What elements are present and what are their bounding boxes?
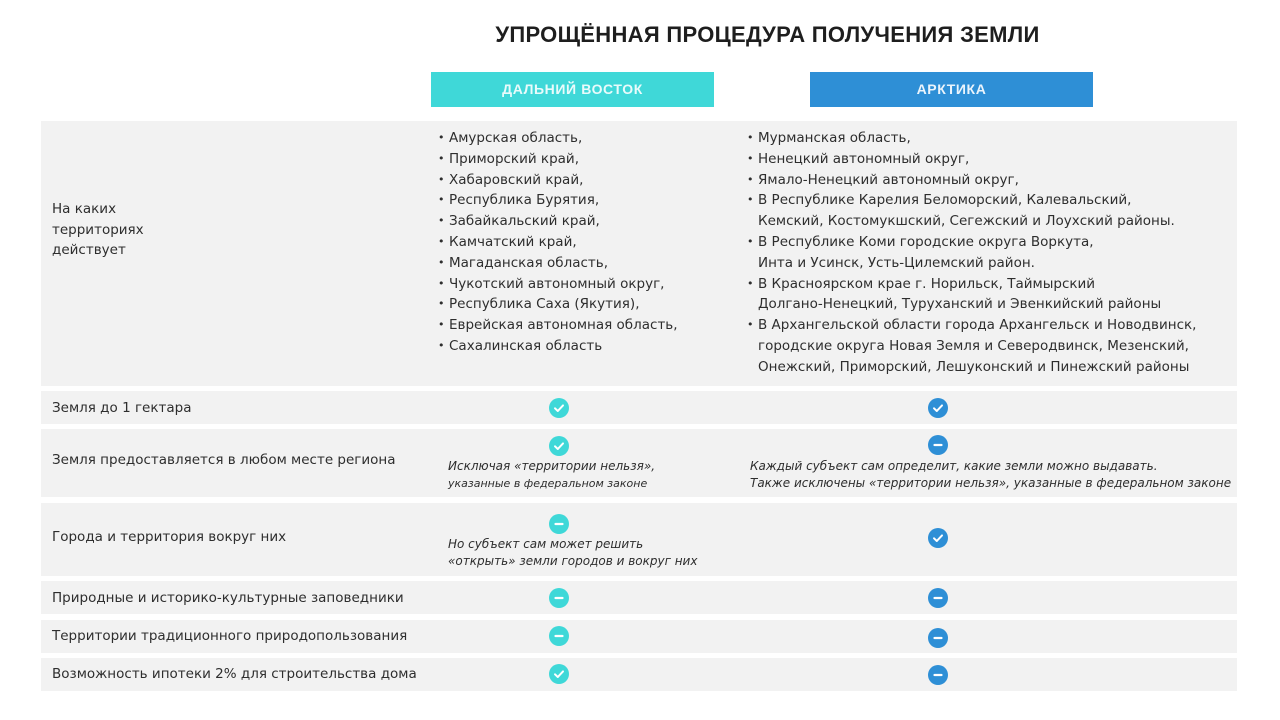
minus-icon bbox=[928, 665, 948, 685]
row-label: Земля до 1 гектара bbox=[52, 400, 192, 416]
row-traditional bbox=[41, 620, 1237, 653]
row-label bbox=[52, 199, 144, 261]
region-item-line: • В Красноярском крае г. Норильск, Таймырский bbox=[758, 275, 1096, 292]
region-item bbox=[747, 274, 1196, 316]
note-line: Исключая «территории нельзя», bbox=[448, 459, 656, 473]
row-territories bbox=[41, 121, 1237, 386]
far-east-regions-list bbox=[438, 128, 678, 357]
row-anywhere bbox=[41, 429, 1237, 497]
far-east-note bbox=[448, 536, 697, 570]
row-label: Города и территория вокруг них bbox=[52, 529, 287, 545]
row-label: Возможность ипотеки 2% для строительства дома bbox=[52, 666, 417, 682]
region-item-line: Долгано-Ненецкий, Туруханский и Эвенкийский районы bbox=[758, 296, 1162, 313]
region-item-line: • Ненецкий автономный округ, bbox=[758, 150, 970, 167]
note-line: указанные в федеральном законе bbox=[448, 477, 648, 490]
region-item-line: • Ямало-Ненецкий автономный округ, bbox=[758, 171, 1019, 188]
note-line: Также исключены «территории нельзя», указанные в федеральном законе bbox=[750, 476, 1232, 490]
check-icon bbox=[549, 664, 569, 684]
region-item-line: • В Республике Карелия Беломорский, Калевальский, bbox=[758, 192, 1132, 209]
region-item bbox=[747, 170, 1196, 191]
far-east-note bbox=[448, 458, 655, 492]
region-item-line: • В Республике Коми городские округа Воркута, bbox=[758, 233, 1094, 250]
region-item: • Приморский край, bbox=[438, 149, 678, 170]
region-item bbox=[747, 128, 1196, 149]
row-label-line: действует bbox=[52, 242, 126, 258]
note-line: Но субъект сам может решить bbox=[448, 537, 644, 551]
column-header-far-east: ДАЛЬНИЙ ВОСТОК bbox=[431, 72, 714, 107]
minus-icon bbox=[549, 588, 569, 608]
region-item-line: Онежский, Приморский, Лешуконский и Пинежский районы bbox=[758, 358, 1190, 375]
row-mortgage bbox=[41, 658, 1237, 691]
region-item: • Магаданская область, bbox=[438, 253, 678, 274]
arctic-regions-list bbox=[747, 128, 1196, 378]
region-item-line: городские округа Новая Земля и Северодвинск, Мезенский, bbox=[758, 337, 1189, 354]
note-line: Каждый субъект сам определит, какие земли можно выдавать. bbox=[750, 459, 1158, 473]
row-label: Земля предоставляется в любом месте региона bbox=[52, 452, 396, 468]
region-item-line: • В Архангельской области города Архангельск и Новодвинск, bbox=[758, 317, 1197, 334]
arctic-note bbox=[750, 458, 1231, 492]
minus-icon bbox=[928, 435, 948, 455]
note-line: «открыть» земли городов и вокруг них bbox=[448, 554, 698, 568]
row-cities bbox=[41, 503, 1237, 576]
region-item-line: • Мурманская область, bbox=[758, 130, 911, 146]
page-title: УПРОЩЁННАЯ ПРОЦЕДУРА ПОЛУЧЕНИЯ ЗЕМЛИ bbox=[495, 22, 1040, 47]
region-item: • Чукотский автономный округ, bbox=[438, 274, 678, 295]
region-item: • Камчатский край, bbox=[438, 232, 678, 253]
region-item: • Забайкальский край, bbox=[438, 211, 678, 232]
region-item: • Хабаровский край, bbox=[438, 170, 678, 191]
region-item bbox=[747, 232, 1196, 274]
check-icon bbox=[928, 528, 948, 548]
check-icon bbox=[549, 398, 569, 418]
row-hectare bbox=[41, 391, 1237, 424]
row-label-line: На каких bbox=[52, 201, 117, 217]
row-label-line: территориях bbox=[52, 221, 144, 238]
minus-icon bbox=[549, 626, 569, 646]
region-item bbox=[747, 190, 1196, 232]
row-label: Природные и историко-культурные заповедники bbox=[52, 590, 404, 606]
region-item: • Еврейская автономная область, bbox=[438, 315, 678, 336]
region-item bbox=[747, 149, 1196, 170]
check-icon bbox=[928, 398, 948, 418]
region-item bbox=[747, 315, 1196, 377]
column-header-arctic: АРКТИКА bbox=[810, 72, 1093, 107]
minus-icon bbox=[928, 628, 948, 648]
region-item: • Амурская область, bbox=[438, 128, 678, 149]
check-icon bbox=[549, 436, 569, 456]
region-item-line: Кемский, Костомукшский, Сегежский и Лоухский районы. bbox=[758, 213, 1175, 230]
region-item: • Республика Саха (Якутия), bbox=[438, 294, 678, 315]
row-label: Территории традиционного природопользования bbox=[52, 628, 408, 644]
region-item-line: Инта и Усинск, Усть-Цилемский район. bbox=[758, 254, 1035, 271]
row-reserves bbox=[41, 581, 1237, 614]
minus-icon bbox=[928, 588, 948, 608]
region-item: • Сахалинская область bbox=[438, 336, 678, 357]
minus-icon bbox=[549, 514, 569, 534]
region-item: • Республика Бурятия, bbox=[438, 190, 678, 211]
